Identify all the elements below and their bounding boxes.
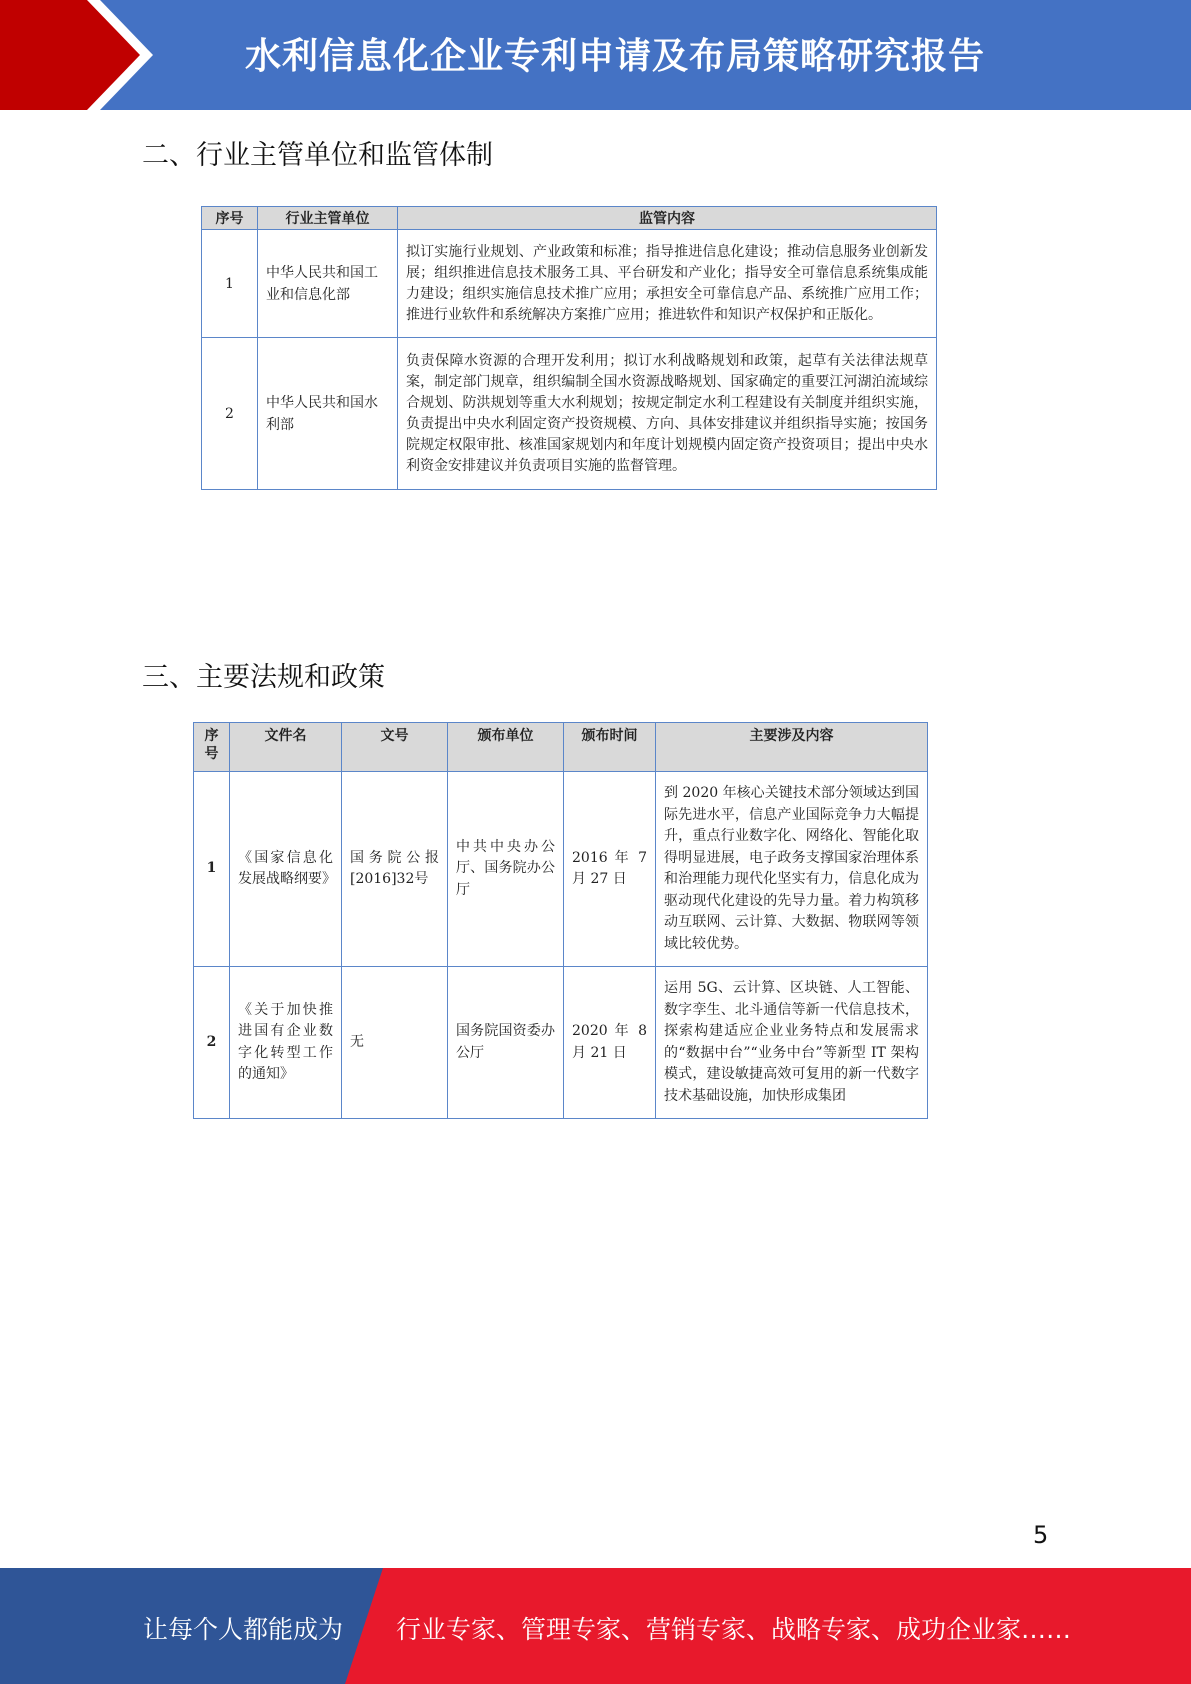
row-no: 1 [202, 230, 258, 338]
col-header-name: 文件名 [230, 723, 342, 772]
section-heading-regulators: 二、行业主管单位和监管体制 [142, 140, 493, 171]
row-unit: 中华人民共和国工业和信息化部 [258, 230, 398, 338]
row-no: 2 [194, 967, 230, 1119]
row-content: 到 2020 年核心关键技术部分领域达到国际先进水平，信息产业国际竞争力大幅提升，重点行业数字化、网络化、智能化取得明显进展，电子政务支撑国家治理体系和治理能力现代化坚实有力，信息化成为驱动现代化建设的先导力量。着力构筑移动互联网、云计算、大数据、物联网等领域比较优势。 [656, 772, 928, 967]
table-header-row [202, 207, 937, 230]
table-row [202, 230, 937, 338]
header-banner [0, 0, 1191, 110]
col-header-doc-no: 文号 [342, 723, 448, 772]
col-header-unit: 行业主管单位 [258, 207, 398, 230]
row-content: 运用 5G、云计算、区块链、人工智能、数字孪生、北斗通信等新一代信息技术，探索构建适应企业业务特点和发展需求的“数据中台”“业务中台”等新型 IT 架构模式，建设敏捷高效可复用的新一代数字技术基础设施，加快形成集团 [656, 967, 928, 1119]
table-header-row [194, 723, 928, 772]
policies-table [193, 722, 928, 1119]
row-doc-no: 国务院公报[2016]32号 [342, 772, 448, 967]
footer-banner [0, 1568, 1191, 1684]
footer-slogan-right: 行业专家、管理专家、营销专家、战略专家、成功企业家…… [396, 1615, 1072, 1644]
row-name: 《国家信息化发展战略纲要》 [230, 772, 342, 967]
col-header-no: 序号 [194, 723, 230, 772]
col-header-issuer: 颁布单位 [448, 723, 564, 772]
row-content: 拟订实施行业规划、产业政策和标准；指导推进信息化建设；推动信息服务业创新发展；组织推进信息技术服务工具、平台研发和产业化；指导安全可靠信息系统集成能力建设；组织实施信息技术推广应用；承担安全可靠信息产品、系统推广应用工作；推进行业软件和系统解决方案推广应用；推进软件和知识产权保护和正版化。 [398, 230, 937, 338]
col-header-date: 颁布时间 [564, 723, 656, 772]
row-name: 《关于加快推进国有企业数字化转型工作的通知》 [230, 967, 342, 1119]
regulators-table [201, 206, 937, 490]
page-number: 5 [1033, 1521, 1049, 1549]
report-title: 水利信息化企业专利申请及布局策略研究报告 [245, 36, 986, 77]
col-header-content: 监管内容 [398, 207, 937, 230]
table-row [194, 967, 928, 1119]
table-row [202, 338, 937, 490]
row-date: 2020 年 8 月 21 日 [564, 967, 656, 1119]
row-no: 2 [202, 338, 258, 490]
row-issuer: 中共中央办公厅、国务院办公厅 [448, 772, 564, 967]
col-header-content: 主要涉及内容 [656, 723, 928, 772]
col-header-no: 序号 [202, 207, 258, 230]
row-issuer: 国务院国资委办公厅 [448, 967, 564, 1119]
footer-slogan-left: 让每个人都能成为 [143, 1615, 344, 1644]
row-unit: 中华人民共和国水利部 [258, 338, 398, 490]
row-no: 1 [194, 772, 230, 967]
row-date: 2016 年 7 月 27 日 [564, 772, 656, 967]
table-row [194, 772, 928, 967]
section-heading-policies: 三、主要法规和政策 [142, 662, 385, 693]
row-content: 负责保障水资源的合理开发利用；拟订水利战略规划和政策，起草有关法律法规草案，制定部门规章，组织编制全国水资源战略规划、国家确定的重要江河湖泊流域综合规划、防洪规划等重大水利规划；按规定制定水利工程建设有关制度并组织实施，负责提出中央水利固定资产投资规模、方向、具体安排建议并组织指导实施；按国务院规定权限审批、核准国家规划内和年度计划规模内固定资产投资项目；提出中央水利资金安排建议并负责项目实施的监督管理。 [398, 338, 937, 490]
row-doc-no: 无 [342, 967, 448, 1119]
